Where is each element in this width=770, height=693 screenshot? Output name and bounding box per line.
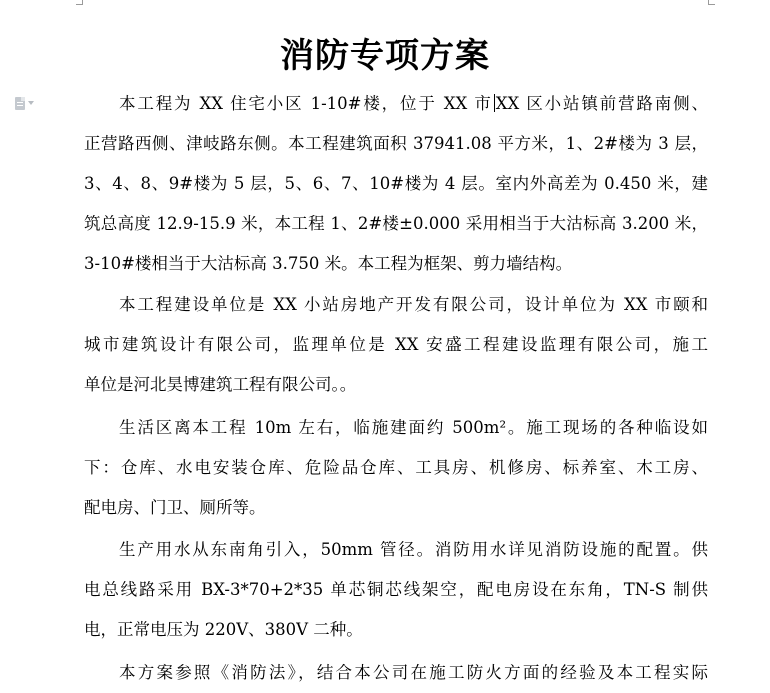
body-paragraph-5[interactable] — [84, 653, 708, 693]
paragraph-line: 电，正常电压为 220V、380V 二种。 — [84, 620, 363, 639]
paragraph-line: 电总线路采用 BX-3*70+2*35 单芯铜芯线架空，配电房设在东角，TN-S 制供 — [84, 580, 708, 599]
body-paragraph-2[interactable] — [84, 285, 708, 405]
paragraph-line: 配电房、门卫、厕所等。 — [84, 498, 266, 517]
body-paragraph-3[interactable] — [84, 408, 708, 528]
paragraph-line: 本工程为 XX 住宅小区 1-10#楼，位于 XX 市 XX 区小站镇前营路南侧、 — [119, 94, 708, 113]
page-corner-mark-right — [708, 0, 715, 5]
paragraph-line: 城市建筑设计有限公司，监理单位是 XX 安盛工程建设监理有限公司，施工 — [84, 335, 708, 354]
chevron-down-icon — [28, 101, 34, 105]
paragraph-line: 筑总高度 12.9-15.9 米，本工程 1、2#楼±0.000 采用相当于大沽标高 3.200 米， — [84, 214, 708, 233]
text-cursor — [494, 94, 495, 112]
paragraph-line: 下：仓库、水电安装仓库、危险品仓库、工具房、机修房、标养室、木工房、 — [84, 458, 708, 477]
body-paragraph-1[interactable] — [84, 84, 708, 284]
paragraph-line: 生活区离本工程 10m 左右，临施建面约 500m²。施工现场的各种临设如 — [119, 418, 708, 437]
page-corner-mark-left — [76, 0, 83, 5]
paragraph-line: 正营路西侧、津岐路东侧。本工程建筑面积 37941.08 平方米，1、2#楼为 3 层， — [84, 134, 708, 153]
paragraph-line: 3、4、8、9#楼为 5 层，5、6、7、10#楼为 4 层。室内外高差为 0.450 米，建 — [84, 174, 708, 193]
body-paragraph-4[interactable] — [84, 530, 708, 650]
document-title: 消防专项方案 — [280, 36, 490, 76]
paragraph-line: 单位是河北昊博建筑工程有限公司。。 — [84, 375, 357, 394]
paragraph-options-icon[interactable] — [15, 95, 45, 111]
paragraph-line: 3-10#楼相当于大沽标高 3.750 米。本工程为框架、剪力墙结构。 — [84, 254, 573, 273]
paragraph-line: 本方案参照《消防法》，结合本公司在施工防火方面的经验及本工程实际 — [119, 663, 708, 682]
document-page-icon — [15, 97, 25, 110]
paragraph-line: 生产用水从东南角引入，50mm 管径。消防用水详见消防设施的配置。供 — [119, 540, 708, 559]
paragraph-line: 本工程建设单位是 XX 小站房地产开发有限公司，设计单位为 XX 市颐和 — [119, 295, 708, 314]
